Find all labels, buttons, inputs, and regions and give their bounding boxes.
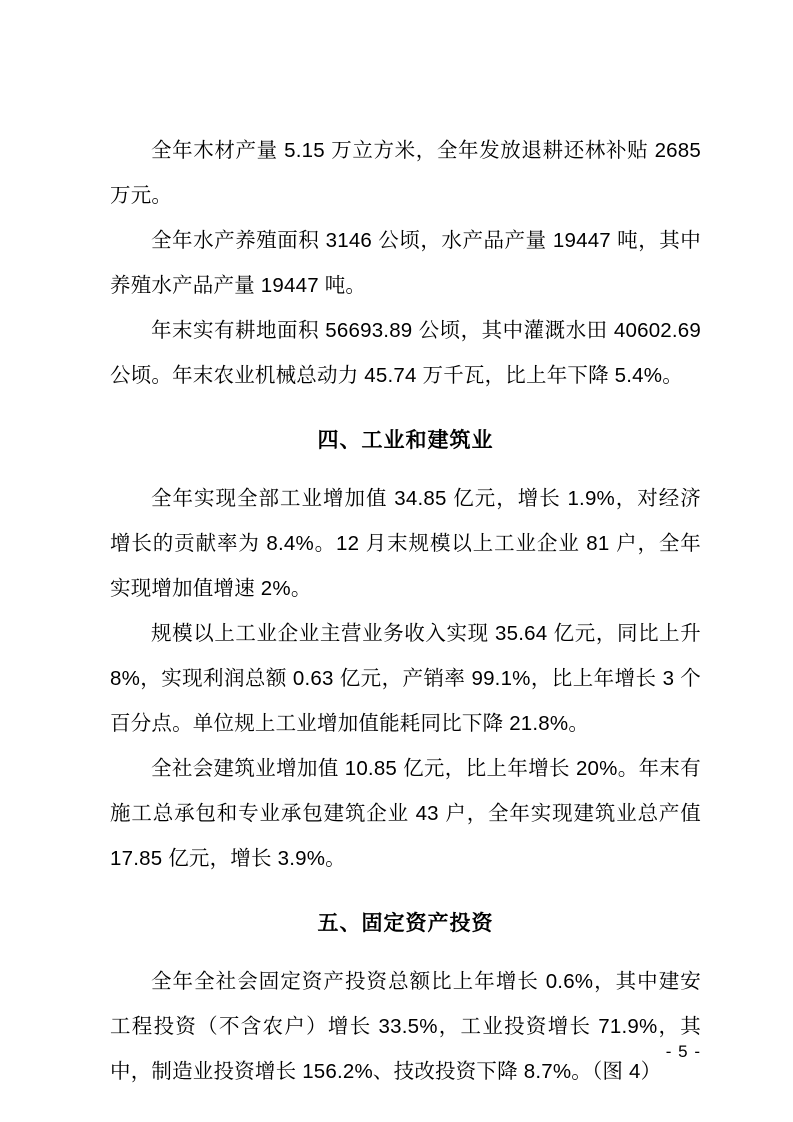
paragraph-construction-industry: 全社会建筑业增加值 10.85 亿元，比上年增长 20%。年末有施工总承包和专业承包建筑企业 43 户，全年实现建筑业总产值 17.85 亿元，增长 3.9%。 <box>110 757 701 870</box>
heading-fixed-asset-investment: 五、固定资产投资 <box>317 912 494 935</box>
paragraph-timber-production: 全年木材产量 5.15 万立方米，全年发放退耕还林补贴 2685 万元。 <box>110 139 701 207</box>
paragraph-fixed-asset-investment: 全年全社会固定资产投资总额比上年增长 0.6%，其中建安工程投资（不含农户）增长 33.5%，工业投资增长 71.9%，其中，制造业投资增长 156.2%、技改投资下降 8.7%。（图 4） <box>110 970 701 1083</box>
paragraph-aquaculture: 全年水产养殖面积 3146 公顷，水产品产量 19447 吨，其中养殖水产品产量 19447 吨。 <box>110 229 701 297</box>
paragraph-industrial-revenue: 规模以上工业企业主营业务收入实现 35.64 亿元，同比上升 8%，实现利润总额 0.63 亿元，产销率 99.1%，比上年增长 3 个百分点。单位规上工业增加值能耗同比下降 21.8%。 <box>110 622 701 735</box>
page-number: - 5 - <box>665 1042 701 1061</box>
heading-industry-construction: 四、工业和建筑业 <box>317 429 494 452</box>
paragraph-industrial-value-added: 全年实现全部工业增加值 34.85 亿元，增长 1.9%，对经济增长的贡献率为 8.4%。12 月末规模以上工业企业 81 户，全年实现增加值增速 2%。 <box>110 487 701 600</box>
document-body <box>110 128 701 1094</box>
paragraph-farmland: 年末实有耕地面积 56693.89 公顷，其中灌溉水田 40602.69 公顷。年末农业机械总动力 45.74 万千瓦，比上年下降 5.4%。 <box>110 319 701 387</box>
